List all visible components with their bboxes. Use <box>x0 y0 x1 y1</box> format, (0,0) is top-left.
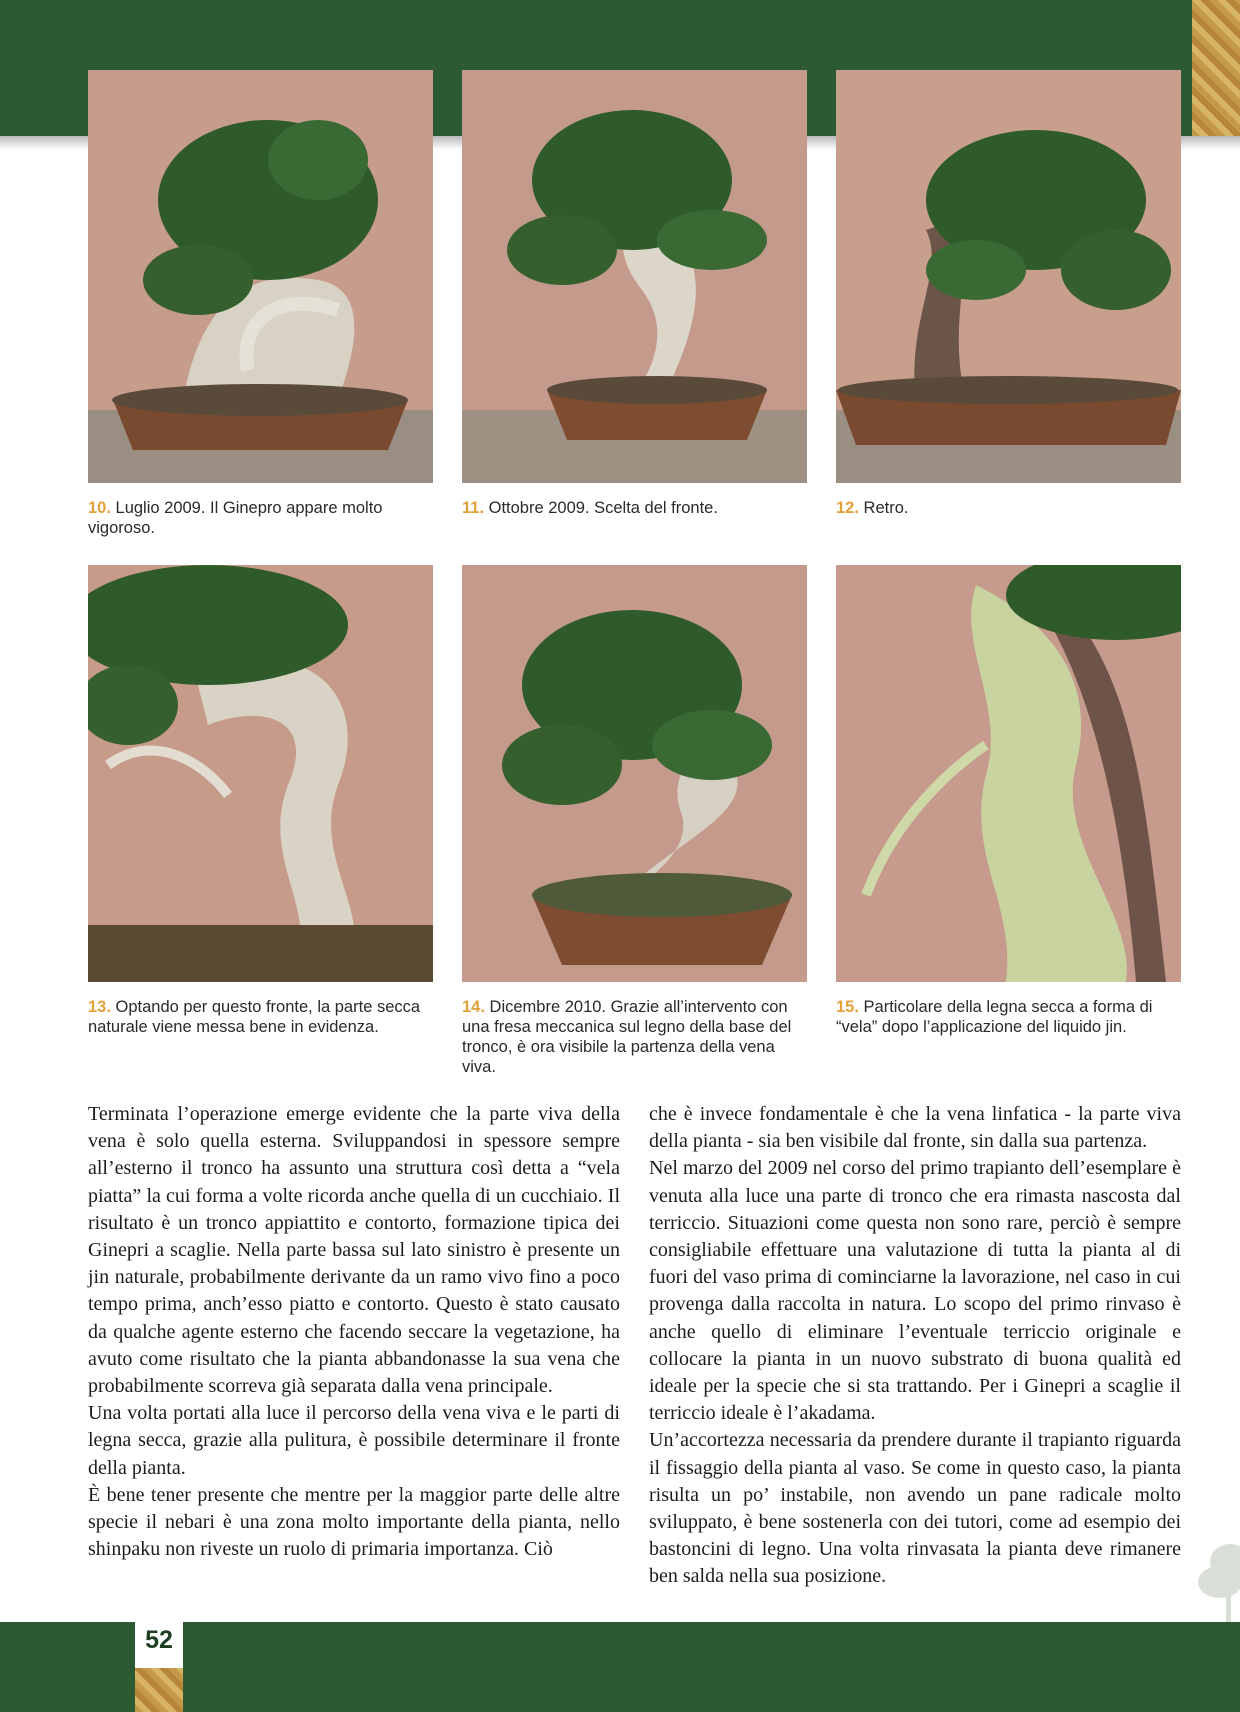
paragraph: che è invece fondamentale è che la vena linfatica - la parte viva della pianta - sia ben visibile dal fronte, sin dalla sua partenza. <box>649 1103 1181 1153</box>
caption-text: Dicembre 2010. Grazie all’intervento con una fresa meccanica sul legno della base del tronco, è ora visibile la partenza della vena viva. <box>462 998 792 1076</box>
photo-11 <box>462 70 807 483</box>
caption-text: Retro. <box>863 499 909 517</box>
corner-texture <box>1192 0 1240 136</box>
caption-text: Ottobre 2009. Scelta del fronte. <box>488 499 718 517</box>
paragraph: È bene tener presente che mentre per la maggior parte delle altre specie il nebari è una zona molto importante della pianta, nello shinpaku non riveste un ruolo di primaria importanza. Ciò <box>88 1483 620 1561</box>
photo-14 <box>462 565 807 982</box>
figure-number: 11. <box>462 499 485 517</box>
paragraph: Una volta portati alla luce il percorso della vena viva e le parti di legna secca, grazie alla pulitura, è possibile determinare il fronte della pianta. <box>88 1402 620 1479</box>
caption-12 <box>836 498 1181 518</box>
caption-text: Luglio 2009. Il Ginepro appare molto vigoroso. <box>88 499 383 537</box>
caption-13 <box>88 997 433 1037</box>
tree-icon <box>1196 1532 1240 1622</box>
caption-15 <box>836 997 1181 1037</box>
caption-text: Particolare della legna secca a forma di “vela” dopo l’applicazione del liquido jin. <box>836 998 1153 1036</box>
paragraph: Un’accortezza necessaria da prendere durante il trapianto riguarda il fissaggio della pianta al vaso. Se come in questo caso, la pianta risulta un po’ instabile, non avendo un pane radicale molto sviluppato, è bene sostenerla con dei tutori, come ad esempio dei bastoncini di legno. Una volta rinvasata la pianta deve rimanere ben salda nella sua posizione. <box>649 1429 1181 1588</box>
paragraph: Nel marzo del 2009 nel corso del primo trapianto dell’esemplare è venuta alla luce una parte di tronco che era rimasta nascosta dal terriccio. Situazioni come questa non sono rare, perciò è sempre consigliabile effettuare una valutazione di tutta la pianta al di fuori del vaso prima di cominciarne la lavorazione, nel caso in cui provenga dalla raccolta in natura. Lo scopo del primo rinvaso è anche quello di eliminare l’eventuale terriccio originale e collocare la pianta in un nuovo substrato di buona qualità ed ideale per la specie che si sta trattando. Per i Ginepri a scaglie il terriccio ideale è l’akadama. <box>649 1157 1181 1425</box>
body-column-left <box>88 1101 620 1563</box>
figure-number: 10. <box>88 499 111 517</box>
caption-text: Optando per questo fronte, la parte secca naturale viene messa bene in evidenza. <box>88 998 421 1036</box>
paragraph: Terminata l’operazione emerge evidente che la parte viva della vena è solo quella esterna. Sviluppandosi in spessore sempre all’esterno il tronco ha assunto una struttura così detta a “vela piatta” la cui forma a volte ricorda anche quella di un cucchiaio. Il risultato è un tronco appiattito e contorto, formazione tipica dei Ginepri a scaglie. Nella parte bassa sul lato sinistro è presente un jin naturale, probabilmente derivante da un ramo vivo fino a poco tempo prima, anch’esso piatto e contorto. Questo è stato causato da qualche agente esterno che facendo seccare la vegetazione, ha avuto come risultato che la pianta abbandonasse la sua vena che probabilmente scorreva già separata dalla vena principale. <box>88 1103 620 1398</box>
figure-number: 14. <box>462 998 485 1016</box>
photo-10 <box>88 70 433 483</box>
caption-11 <box>462 498 807 518</box>
figure-number: 15. <box>836 998 859 1016</box>
footer-band <box>0 1622 1240 1712</box>
figure-number: 13. <box>88 998 111 1016</box>
page-number: 52 <box>145 1626 173 1654</box>
photo-13 <box>88 565 433 982</box>
caption-14 <box>462 997 807 1077</box>
photo-12 <box>836 70 1181 483</box>
caption-10 <box>88 498 433 538</box>
body-column-right <box>649 1101 1181 1591</box>
photo-15 <box>836 565 1181 982</box>
page-tab-texture <box>135 1668 183 1712</box>
figure-number: 12. <box>836 499 859 517</box>
